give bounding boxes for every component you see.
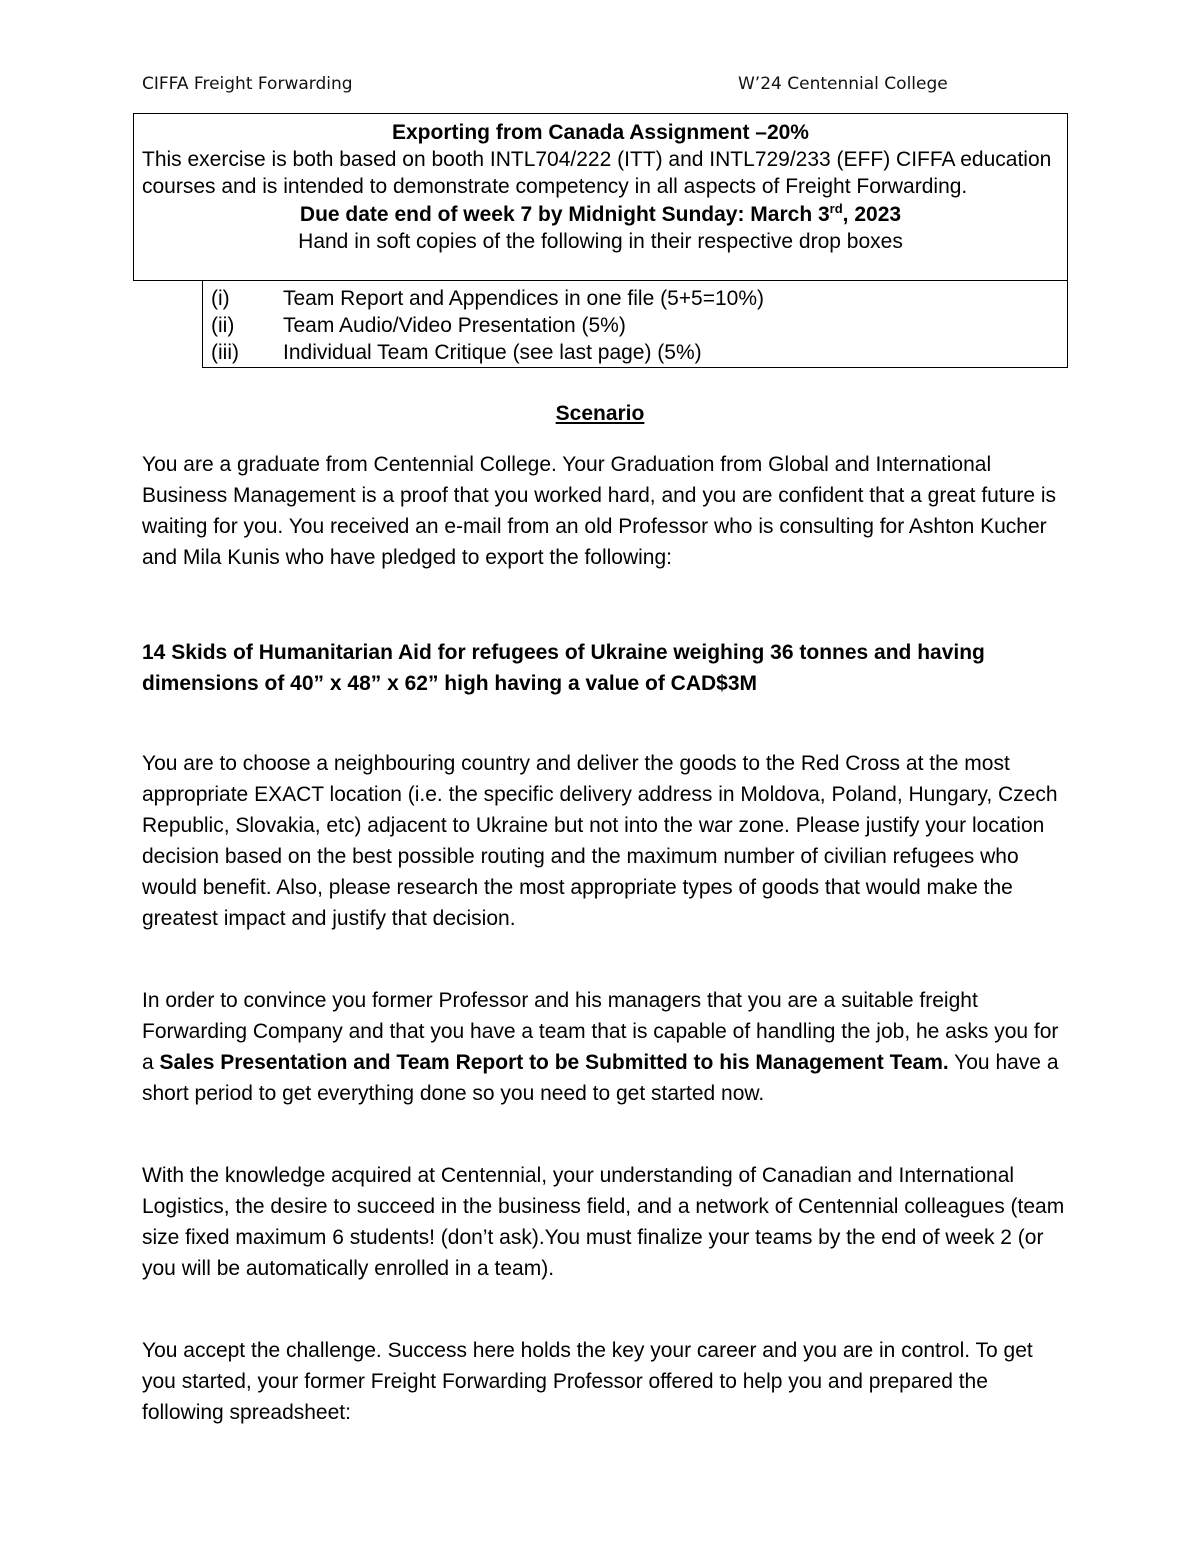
assignment-title: Exporting from Canada Assignment –20% bbox=[392, 121, 809, 144]
due-date-text: Due date end of week 7 by Midnight Sunday: March 3 bbox=[299, 203, 830, 226]
scenario-paragraph-intro: You are a graduate from Centennial College. Your Graduation from Global and International Business Management is a proof that you worked hard, and you are confident that a great future is waiting for you. You received an e-mail from an old Professor who is consulting for Ashton Kucher and Mila Kunis who have pledged to export the following: bbox=[142, 453, 1057, 569]
assignment-description: This exercise is both based on booth INTL704/222 (ITT) and INTL729/233 (EFF) CIFFA education courses and is intended to demonstrate competency in all aspects of Freight Forwarding. bbox=[142, 148, 1052, 198]
deliverable-text: Individual Team Critique (see last page) (5%) bbox=[283, 341, 702, 364]
scenario-heading: Scenario bbox=[555, 402, 645, 425]
due-date bbox=[142, 201, 1059, 228]
deliverable-number: (ii) bbox=[211, 314, 235, 337]
deliverable-number: (i) bbox=[211, 287, 230, 310]
deliverable-number: (iii) bbox=[211, 341, 239, 364]
header-college: W’24 Centennial College bbox=[738, 74, 948, 94]
presentation-text-bold: Sales Presentation and Team Report to be Submitted to his Management Team. bbox=[159, 1051, 949, 1074]
presentation-text-start: In order to convince you former Professor and his managers that you are a suitable freight Forwarding Company and that you have a team that is capable of handling the job, he asks you for a bbox=[142, 989, 1059, 1074]
assignment-box bbox=[133, 113, 1068, 281]
deliverable-item bbox=[211, 312, 1059, 339]
due-date-ordinal: rd bbox=[829, 201, 843, 216]
presentation-text-end: You have a short period to get everything done so you need to get started now. bbox=[142, 1051, 1059, 1105]
shipment-summary: 14 Skids of Humanitarian Aid for refugees of Ukraine weighing 36 tonnes and having dimensions of 40” x 48” x 62” high having a value of CAD$3M bbox=[142, 641, 985, 695]
deliverable-item bbox=[211, 285, 1059, 312]
deliverable-text: Team Report and Appendices in one file (5+5=10%) bbox=[283, 287, 764, 310]
scenario-paragraph-delivery: You are to choose a neighbouring country and deliver the goods to the Red Cross at the most appropriate EXACT location (i.e. the specific delivery address in Moldova, Poland, Hungary, Czech Republic, Slovakia, etc) adjacent to Ukraine but not into the war zone. Please justify your location decision based on the best possible routing and the maximum number of civilian refugees who would benefit. Also, please research the most appropriate types of goods that would make the greatest impact and justify that decision. bbox=[142, 752, 1058, 930]
hand-in-instructions: Hand in soft copies of the following in their respective drop boxes bbox=[298, 230, 903, 253]
scenario-paragraph-challenge: You accept the challenge. Success here holds the key your career and you are in control. To get you started, your former Freight Forwarding Professor offered to help you and prepared the following spreadsheet: bbox=[142, 1339, 1033, 1424]
scenario-paragraph-presentation bbox=[142, 985, 1072, 1109]
scenario-paragraph-team: With the knowledge acquired at Centennial, your understanding of Canadian and International Logistics, the desire to succeed in the business field, and a network of Centennial colleagues (team size fixed maximum 6 students! (don’t ask).You must finalize your teams by the end of week 2 (or you will be automatically enrolled in a team). bbox=[142, 1164, 1065, 1280]
deliverable-item bbox=[211, 339, 1059, 366]
due-date-year: , 2023 bbox=[842, 203, 902, 226]
header-course: CIFFA Freight Forwarding bbox=[142, 74, 353, 94]
deliverable-text: Team Audio/Video Presentation (5%) bbox=[283, 314, 626, 337]
deliverables-list bbox=[202, 281, 1068, 368]
